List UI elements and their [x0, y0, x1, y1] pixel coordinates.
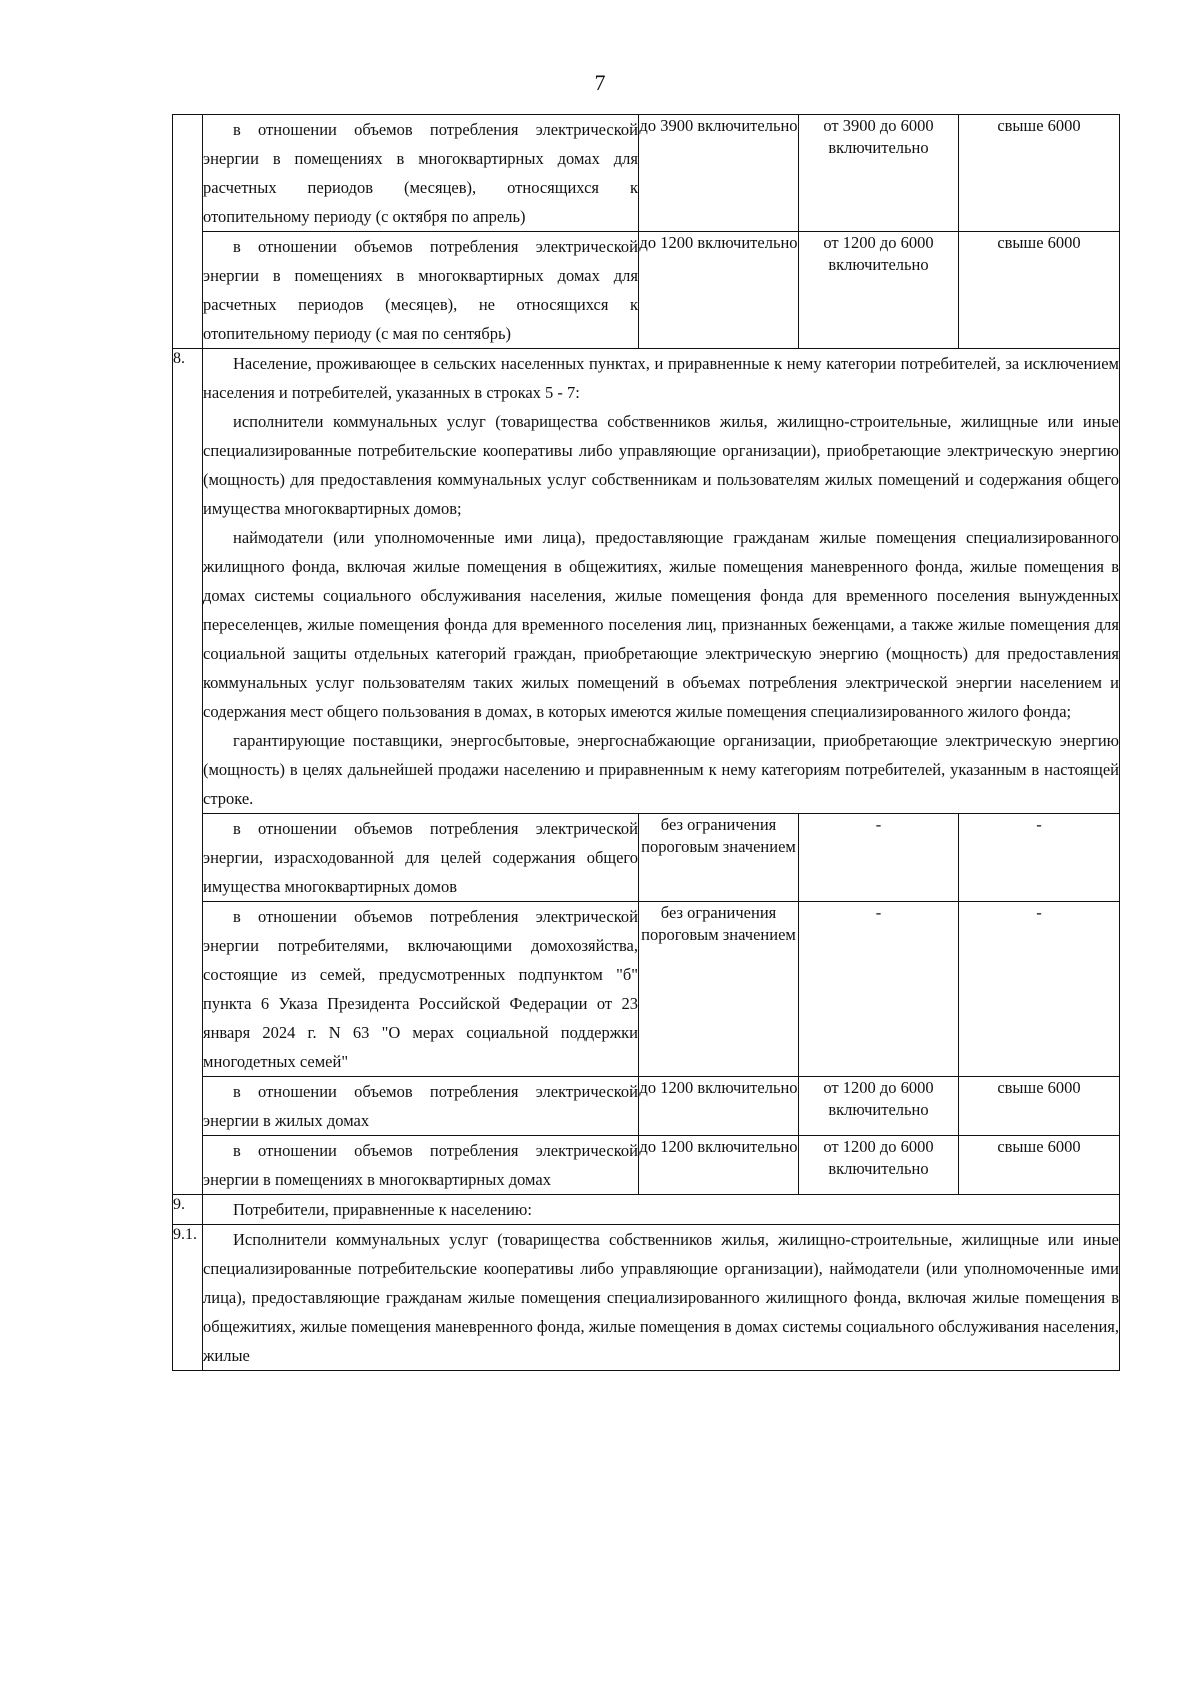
- table-row: [173, 1136, 1120, 1195]
- section-text: [203, 1195, 1120, 1225]
- range-3-cell: свыше 6000: [959, 1077, 1120, 1136]
- range-2-cell: -: [799, 902, 959, 1077]
- row-description: в отношении объемов потребления электрической энергии в жилых домах: [203, 1077, 639, 1136]
- page-number: 7: [594, 70, 606, 95]
- row-description: в отношении объемов потребления электрической энергии потребителями, включающими домохозяйства, состоящие из семей, предусмотренных подпунктом "б" пункта 6 Указа Президента Российской Федерации от 23 января 2024 г. N 63 "О мерах социальной поддержки многодетных семей": [203, 902, 639, 1077]
- row-description: в отношении объемов потребления электрической энергии в помещениях в многоквартирных домах для расчетных периодов (месяцев), не относящихся к отопительному периоду (с мая по сентябрь): [203, 232, 639, 349]
- row-number: 9.: [173, 1196, 185, 1213]
- table-row: [173, 1195, 1120, 1225]
- range-1-cell: до 3900 включительно: [639, 115, 799, 232]
- range-1-cell: без ограничения пороговым значением: [639, 902, 799, 1077]
- range-1-cell: без ограничения пороговым значением: [639, 814, 799, 902]
- range-3-cell: -: [959, 814, 1120, 902]
- section-text: [203, 1225, 1120, 1371]
- row-number-cell: [173, 1225, 203, 1371]
- table-row: [173, 349, 1120, 814]
- range-2-cell: от 3900 до 6000 включительно: [799, 115, 959, 232]
- table-row: [173, 1077, 1120, 1136]
- range-2-cell: -: [799, 814, 959, 902]
- section-paragraph: Население, проживающее в сельских населенных пунктах, и приравненные к нему категории потребителей, за исключением населения и потребителей, указанных в строках 5 - 7:: [203, 354, 1119, 402]
- row-number: 9.1.: [173, 1226, 197, 1243]
- range-3-cell: свыше 6000: [959, 1136, 1120, 1195]
- range-2-cell: от 1200 до 6000 включительно: [799, 1136, 959, 1195]
- row-number-cell: [173, 1195, 203, 1225]
- row-number-cell: [173, 349, 203, 1195]
- table-row: [173, 1225, 1120, 1371]
- table-row: [173, 902, 1120, 1077]
- section-paragraph: наймодатели (или уполномоченные ими лица), предоставляющие гражданам жилые помещения специализированного жилищного фонда, включая жилые помещения в общежитиях, жилые помещения маневренного фонда, жилые помещения в домах системы социального обслуживания населения, жилые помещения фонда для временного поселения вынужденных переселенцев, жилые помещения фонда для временного поселения лиц, признанных беженцами, а также жилые помещения для социальной защиты отдельных категорий граждан, приобретающие электрическую энергию (мощность) для предоставления коммунальных услуг пользователям таких жилых помещений в объемах потребления электрической энергии населением и содержания мест общего пользования в домах, в которых имеются жилые помещения специализированного жилого фонда;: [203, 528, 1119, 721]
- range-3-cell: -: [959, 902, 1120, 1077]
- row-description: в отношении объемов потребления электрической энергии, израсходованной для целей содержания общего имущества многоквартирных домов: [203, 814, 639, 902]
- section-paragraph: Исполнители коммунальных услуг (товарищества собственников жилья, жилищно-строительные, жилищные или иные специализированные потребительские кооперативы либо управляющие организации), наймодатели (или уполномоченные ими лица), предоставляющие гражданам жилые помещения специализированного жилищного фонда, включая жилые помещения в общежитиях, жилые помещения маневренного фонда, жилые помещения в домах системы социального обслуживания населения, жилые: [203, 1230, 1119, 1365]
- range-1-cell: до 1200 включительно: [639, 1136, 799, 1195]
- row-number: 8.: [173, 350, 185, 367]
- row-number-cell: [173, 115, 203, 349]
- section-paragraph: исполнители коммунальных услуг (товарищества собственников жилья, жилищно-строительные, жилищные или иные специализированные потребительские кооперативы либо управляющие организации), приобретающие электрическую энергию (мощность) для предоставления коммунальных услуг собственникам и пользователям жилых помещений и содержания общего имущества многоквартирных домов;: [203, 412, 1119, 518]
- section-text: [203, 349, 1120, 814]
- table-row: [173, 115, 1120, 232]
- range-2-cell: от 1200 до 6000 включительно: [799, 232, 959, 349]
- tariff-table: [172, 114, 1120, 1371]
- section-paragraph: гарантирующие поставщики, энергосбытовые, энергоснабжающие организации, приобретающие электрическую энергию (мощность) в целях дальнейшей продажи населению и приравненным к нему категориям потребителей, указанным в настоящей строке.: [203, 731, 1119, 808]
- row-description: в отношении объемов потребления электрической энергии в помещениях в многоквартирных домах: [203, 1136, 639, 1195]
- row-description: в отношении объемов потребления электрической энергии в помещениях в многоквартирных домах для расчетных периодов (месяцев), относящихся к отопительному периоду (с октября по апрель): [203, 115, 639, 232]
- table-row: [173, 232, 1120, 349]
- table-row: [173, 814, 1120, 902]
- range-1-cell: до 1200 включительно: [639, 232, 799, 349]
- range-1-cell: до 1200 включительно: [639, 1077, 799, 1136]
- section-paragraph: Потребители, приравненные к населению:: [233, 1200, 532, 1219]
- range-2-cell: от 1200 до 6000 включительно: [799, 1077, 959, 1136]
- range-3-cell: свыше 6000: [959, 232, 1120, 349]
- range-3-cell: свыше 6000: [959, 115, 1120, 232]
